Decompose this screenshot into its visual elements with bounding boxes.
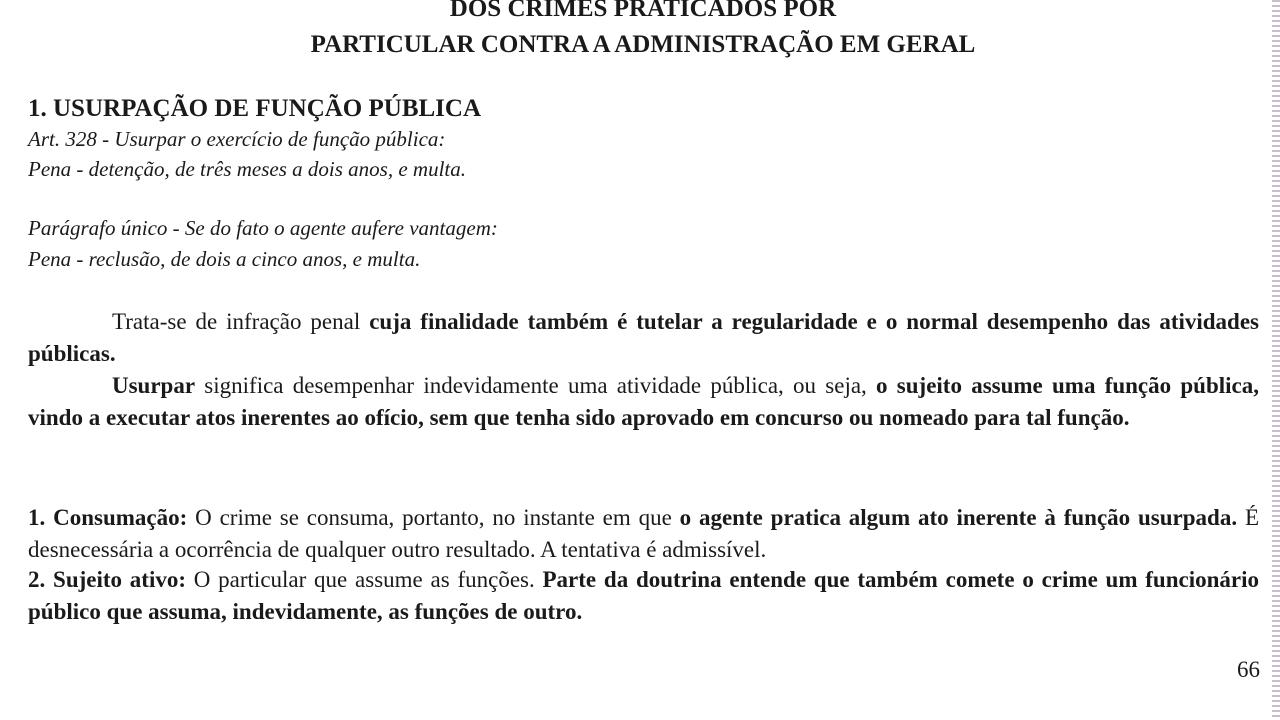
consumacao-label: 1. Consumação: [28,505,188,530]
page-edge-strip [1272,0,1280,720]
paragraph-1-normal: Trata-se de infração penal [112,309,370,334]
paragraph-2-bold-end: o sujeito assume uma função pública, vindo a executar atos inerentes ao ofício, sem que tenha sido aprovado em concurso ou nomeado para tal função. [28,373,1260,430]
document-title-line-1: DOS CRIMES PRATICADOS POR [449,0,837,22]
document-title-line-2: PARTICULAR CONTRA A ADMINISTRAÇÃO EM GERAL [310,31,976,58]
section-heading: 1. USURPAÇÃO DE FUNÇÃO PÚBLICA [28,95,482,122]
sujeito-ativo-normal: O particular que assume as funções. [186,567,543,592]
sujeito-ativo-bold: Parte da doutrina entende que também comete o crime um funcionário público que assuma, indevidamente, as funções de outro. [28,567,1259,624]
explanation-paragraph-2 [28,370,1259,434]
sujeito-ativo-label: 2. Sujeito ativo: [28,567,187,592]
consumacao-bold: o agente pratica algum ato inerente à função usurpada. [679,505,1238,530]
explanation-paragraph-1 [28,306,1259,370]
law-penalty-text: Pena - detenção, de três meses a dois anos, e multa. [28,157,466,181]
law-paragraph-text: Parágrafo único - Se do fato o agente aufere vantagem: [28,216,498,240]
paragraph-1-bold: cuja finalidade também é tutelar a regularidade e o normal desempenho das atividades públicas. [28,309,1260,366]
consumacao-item [28,502,1259,566]
page-number: 66 [1237,657,1260,682]
paragraph-2-normal: significa desempenhar indevidamente uma atividade pública, ou seja, [195,373,877,398]
consumacao-normal-2: É desnecessária a ocorrência de qualquer outro resultado. A tentativa é admissível. [28,505,1260,562]
law-article-text: Art. 328 - Usurpar o exercício de função pública: [28,127,446,151]
law-penalty-2-text: Pena - reclusão, de dois a cinco anos, e multa. [28,247,421,271]
consumacao-normal-1: O crime se consuma, portanto, no instante em que [187,505,680,530]
sujeito-ativo-item [28,564,1259,628]
paragraph-2-bold-start: Usurpar [112,373,196,398]
